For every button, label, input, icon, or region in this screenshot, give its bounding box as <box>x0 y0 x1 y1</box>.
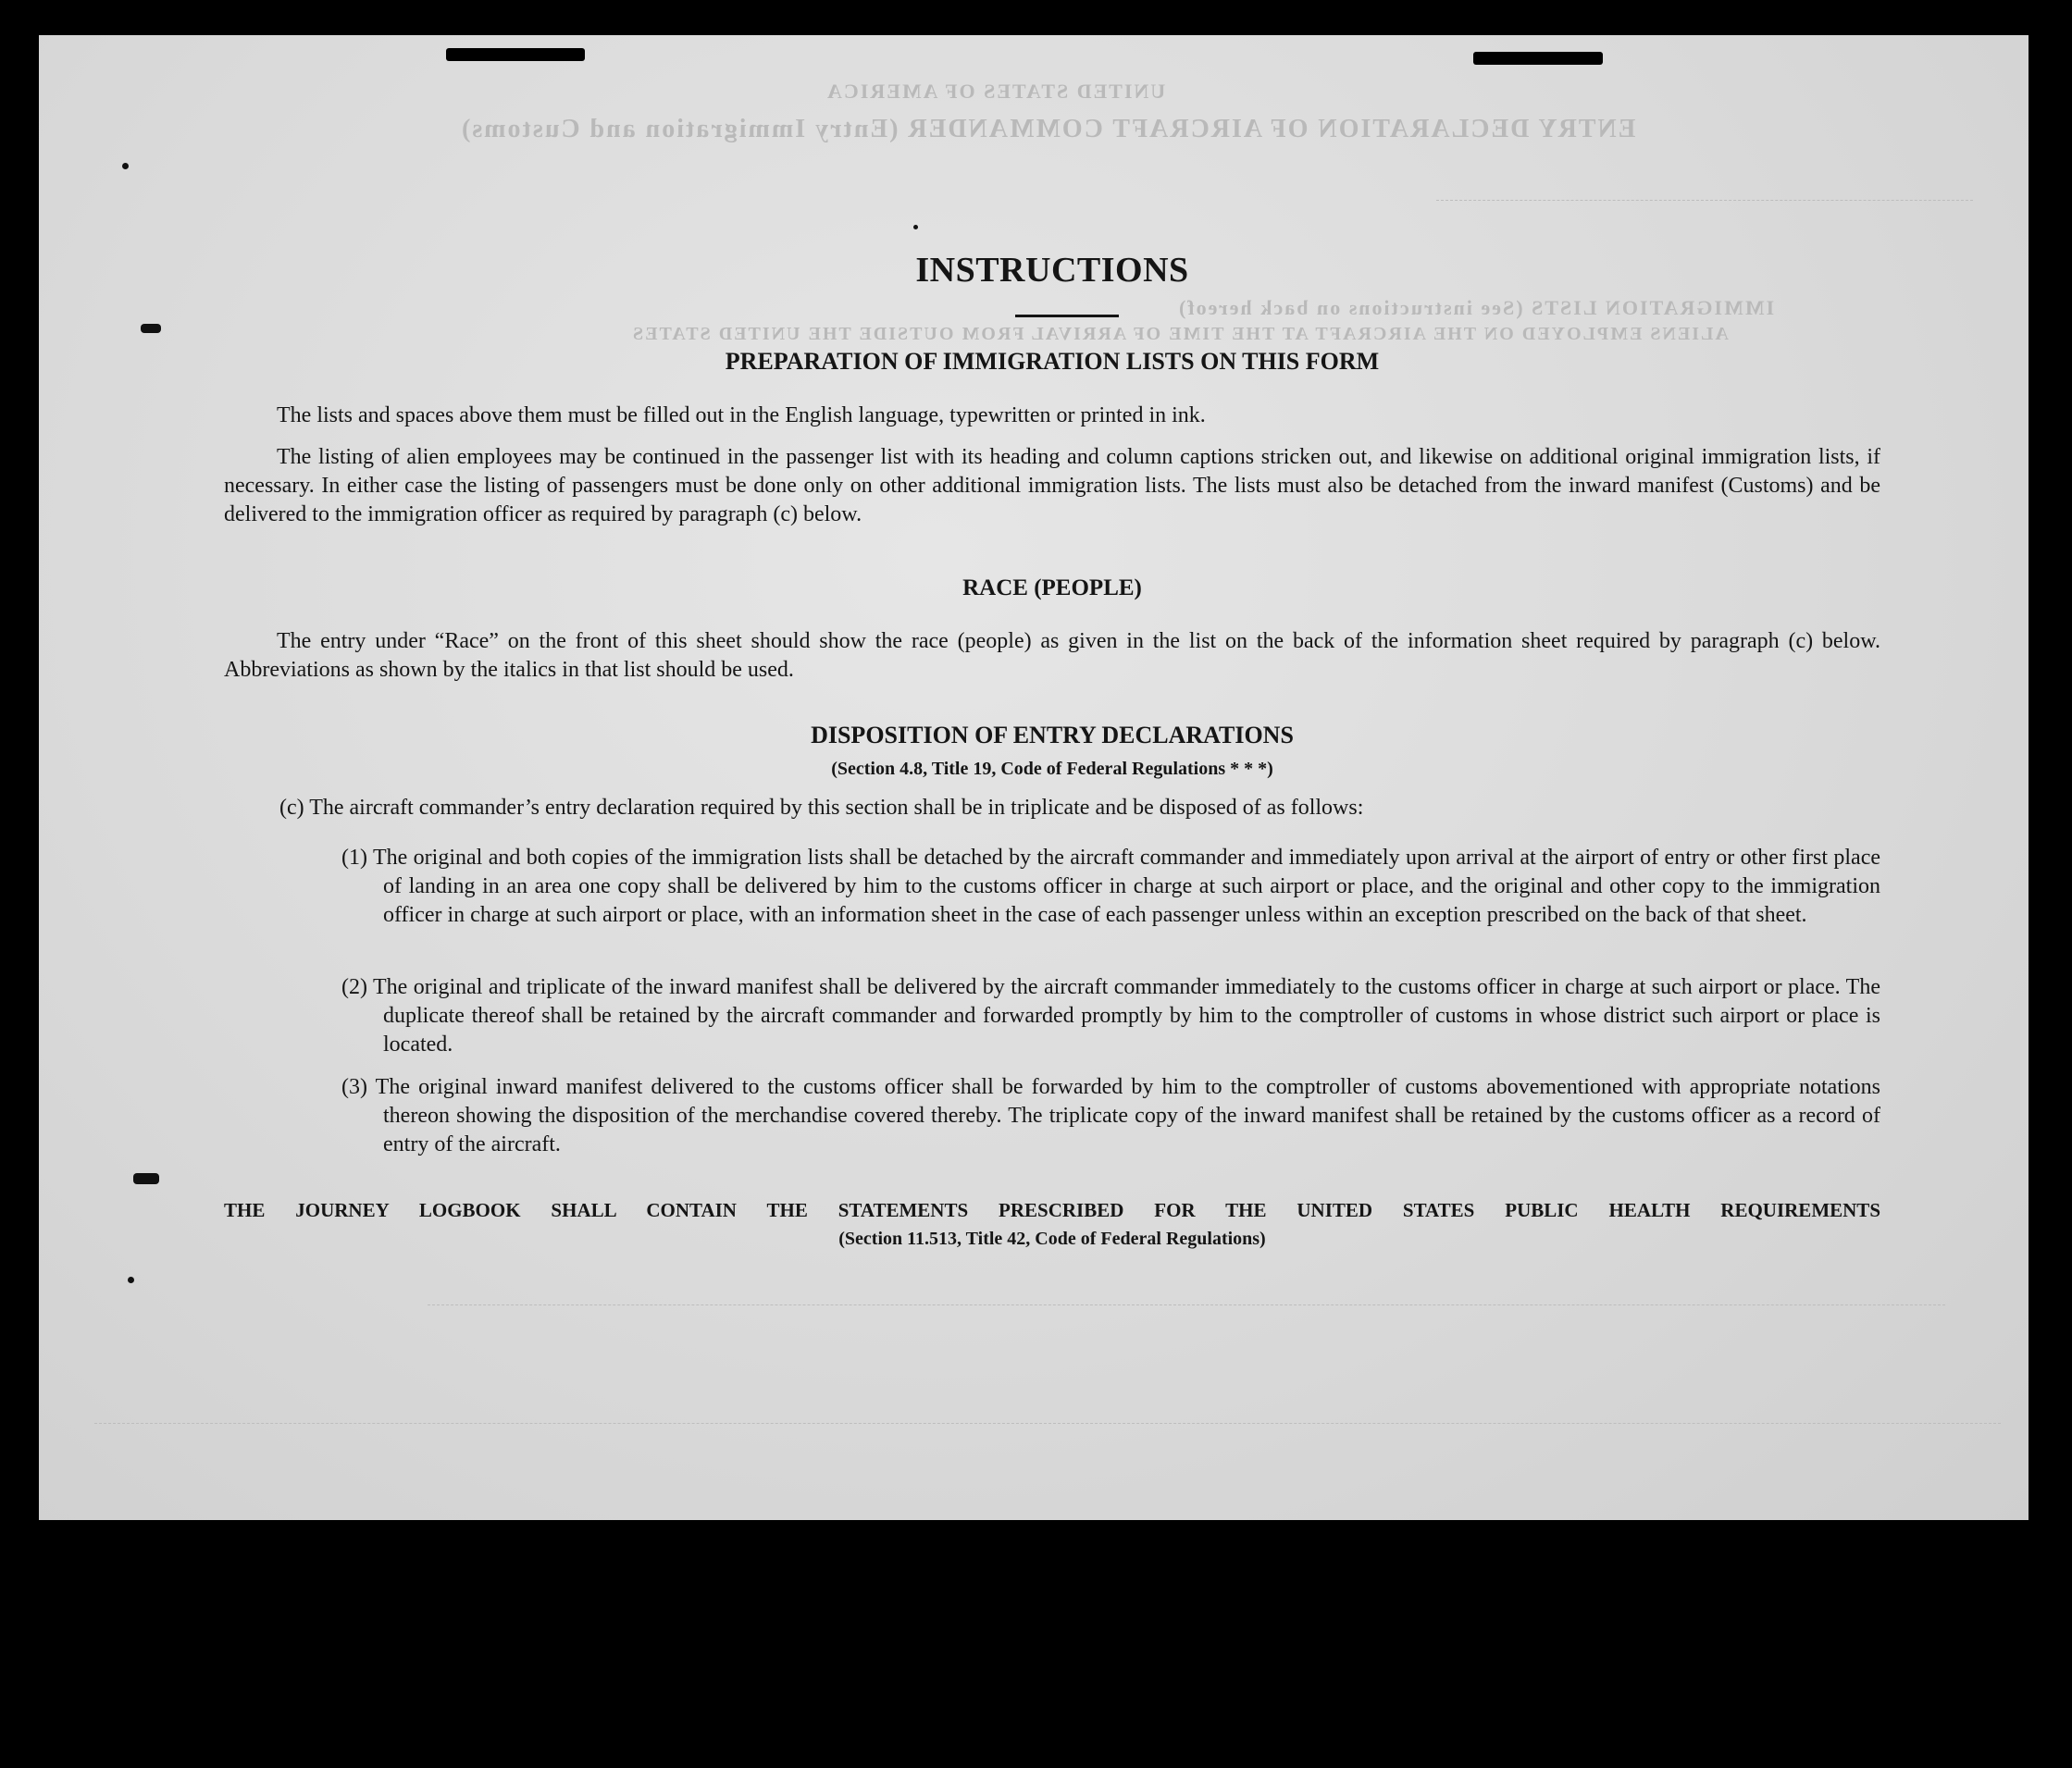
item-number: (2) <box>341 975 367 999</box>
race-heading: RACE (PEOPLE) <box>962 575 1142 600</box>
ink-blot <box>141 324 161 333</box>
item-number: (1) <box>341 846 367 870</box>
journey-logbook-citation: (Section 11.513, Title 42, Code of Federal Regulations) <box>838 1229 1266 1249</box>
bleed-through-line-3: IMMIGRATION LISTS (See instructions on back hereof) <box>1177 296 1775 319</box>
ink-blot <box>133 1173 159 1184</box>
bleed-through-line-1: UNITED STATES OF AMERICA <box>825 80 1166 103</box>
disposition-item-2 <box>316 973 1880 1059</box>
disposition-lead: (c) The aircraft commander’s entry declaration required by this section shall be in triplicate and be disposed of as follows: <box>279 796 1364 820</box>
title-underline <box>1015 315 1119 317</box>
bleed-through-line-2: ENTRY DECLARATION OF AIRCRAFT COMMANDER (Entry Immigration and Customs) <box>460 115 1636 143</box>
disposition-item-1 <box>316 844 1880 930</box>
preparation-paragraph-2: The listing of alien employees may be continued in the passenger list with its heading and column captions stricken out, and likewise on additional original immigration lists, if necessary. In either case the listing of passengers must be done only on other additional immigration lists. The lists must also be detached from the inward manifest (Customs) and be delivered to the immigration officer as required by paragraph (c) below. <box>224 445 1880 526</box>
item-text: The original and triplicate of the inward manifest shall be delivered by the aircraft commander immediately to the customs officer in charge at such airport or place. The duplicate thereof shall be retained by the aircraft commander and forwarded promptly by him to the comptroller of customs in whose district such airport or place is located. <box>373 975 1880 1057</box>
bleed-through-line-4: ALIENS EMPLOYED ON THE AIRCRAFT AT THE TIME OF ARRIVAL FROM OUTSIDE THE UNITED STATES <box>631 324 1729 344</box>
bleed-rule <box>1436 200 1973 201</box>
speck <box>913 225 918 229</box>
torn-edge-right <box>1473 52 1603 65</box>
speck <box>128 1277 134 1283</box>
item-text: The original inward manifest delivered to the customs officer shall be forwarded by him to the comptroller of customs abovementioned with appropriate notations thereon showing the disposition of the merchandise covered thereby. The triplicate copy of the inward manifest shall be retained by the customs officer as a record of entry of the aircraft. <box>375 1075 1880 1156</box>
item-text: The original and both copies of the immigration lists shall be detached by the aircraft commander and immediately upon arrival at the airport of entry or other first place of landing in an area one copy shall be delivered by him to the customs officer in charge at such airport or place, and the original and other copy to the immigration officer in charge at such airport or place, with an information sheet in the case of each passenger unless within an exception prescribed on the back of that sheet. <box>372 846 1881 927</box>
disposition-heading: DISPOSITION OF ENTRY DECLARATIONS <box>811 722 1294 748</box>
bleed-rule <box>94 1423 2001 1424</box>
instructions-title: INSTRUCTIONS <box>915 251 1189 290</box>
torn-edge-left <box>446 48 585 61</box>
bleed-rule <box>428 1304 1945 1305</box>
preparation-paragraph-1: The lists and spaces above them must be filled out in the English language, typewritten or printed in ink. <box>277 403 1206 427</box>
preparation-heading: PREPARATION OF IMMIGRATION LISTS ON THIS FORM <box>725 348 1380 375</box>
race-paragraph: The entry under “Race” on the front of this sheet should show the race (people) as given in the list on the back of the information sheet required by paragraph (c) below. Abbreviations as shown by the italics in that list should be used. <box>224 629 1880 682</box>
disposition-subheading: (Section 4.8, Title 19, Code of Federal Regulations * * *) <box>831 759 1273 779</box>
document-page <box>39 35 2029 1520</box>
speck <box>122 163 129 169</box>
item-number: (3) <box>341 1075 367 1099</box>
journey-logbook-statement: THE JOURNEY LOGBOOK SHALL CONTAIN THE STATEMENTS PRESCRIBED FOR THE UNITED STATES PUBLIC HEALTH REQUIREMENTS <box>224 1199 1880 1221</box>
disposition-item-3 <box>316 1073 1880 1159</box>
